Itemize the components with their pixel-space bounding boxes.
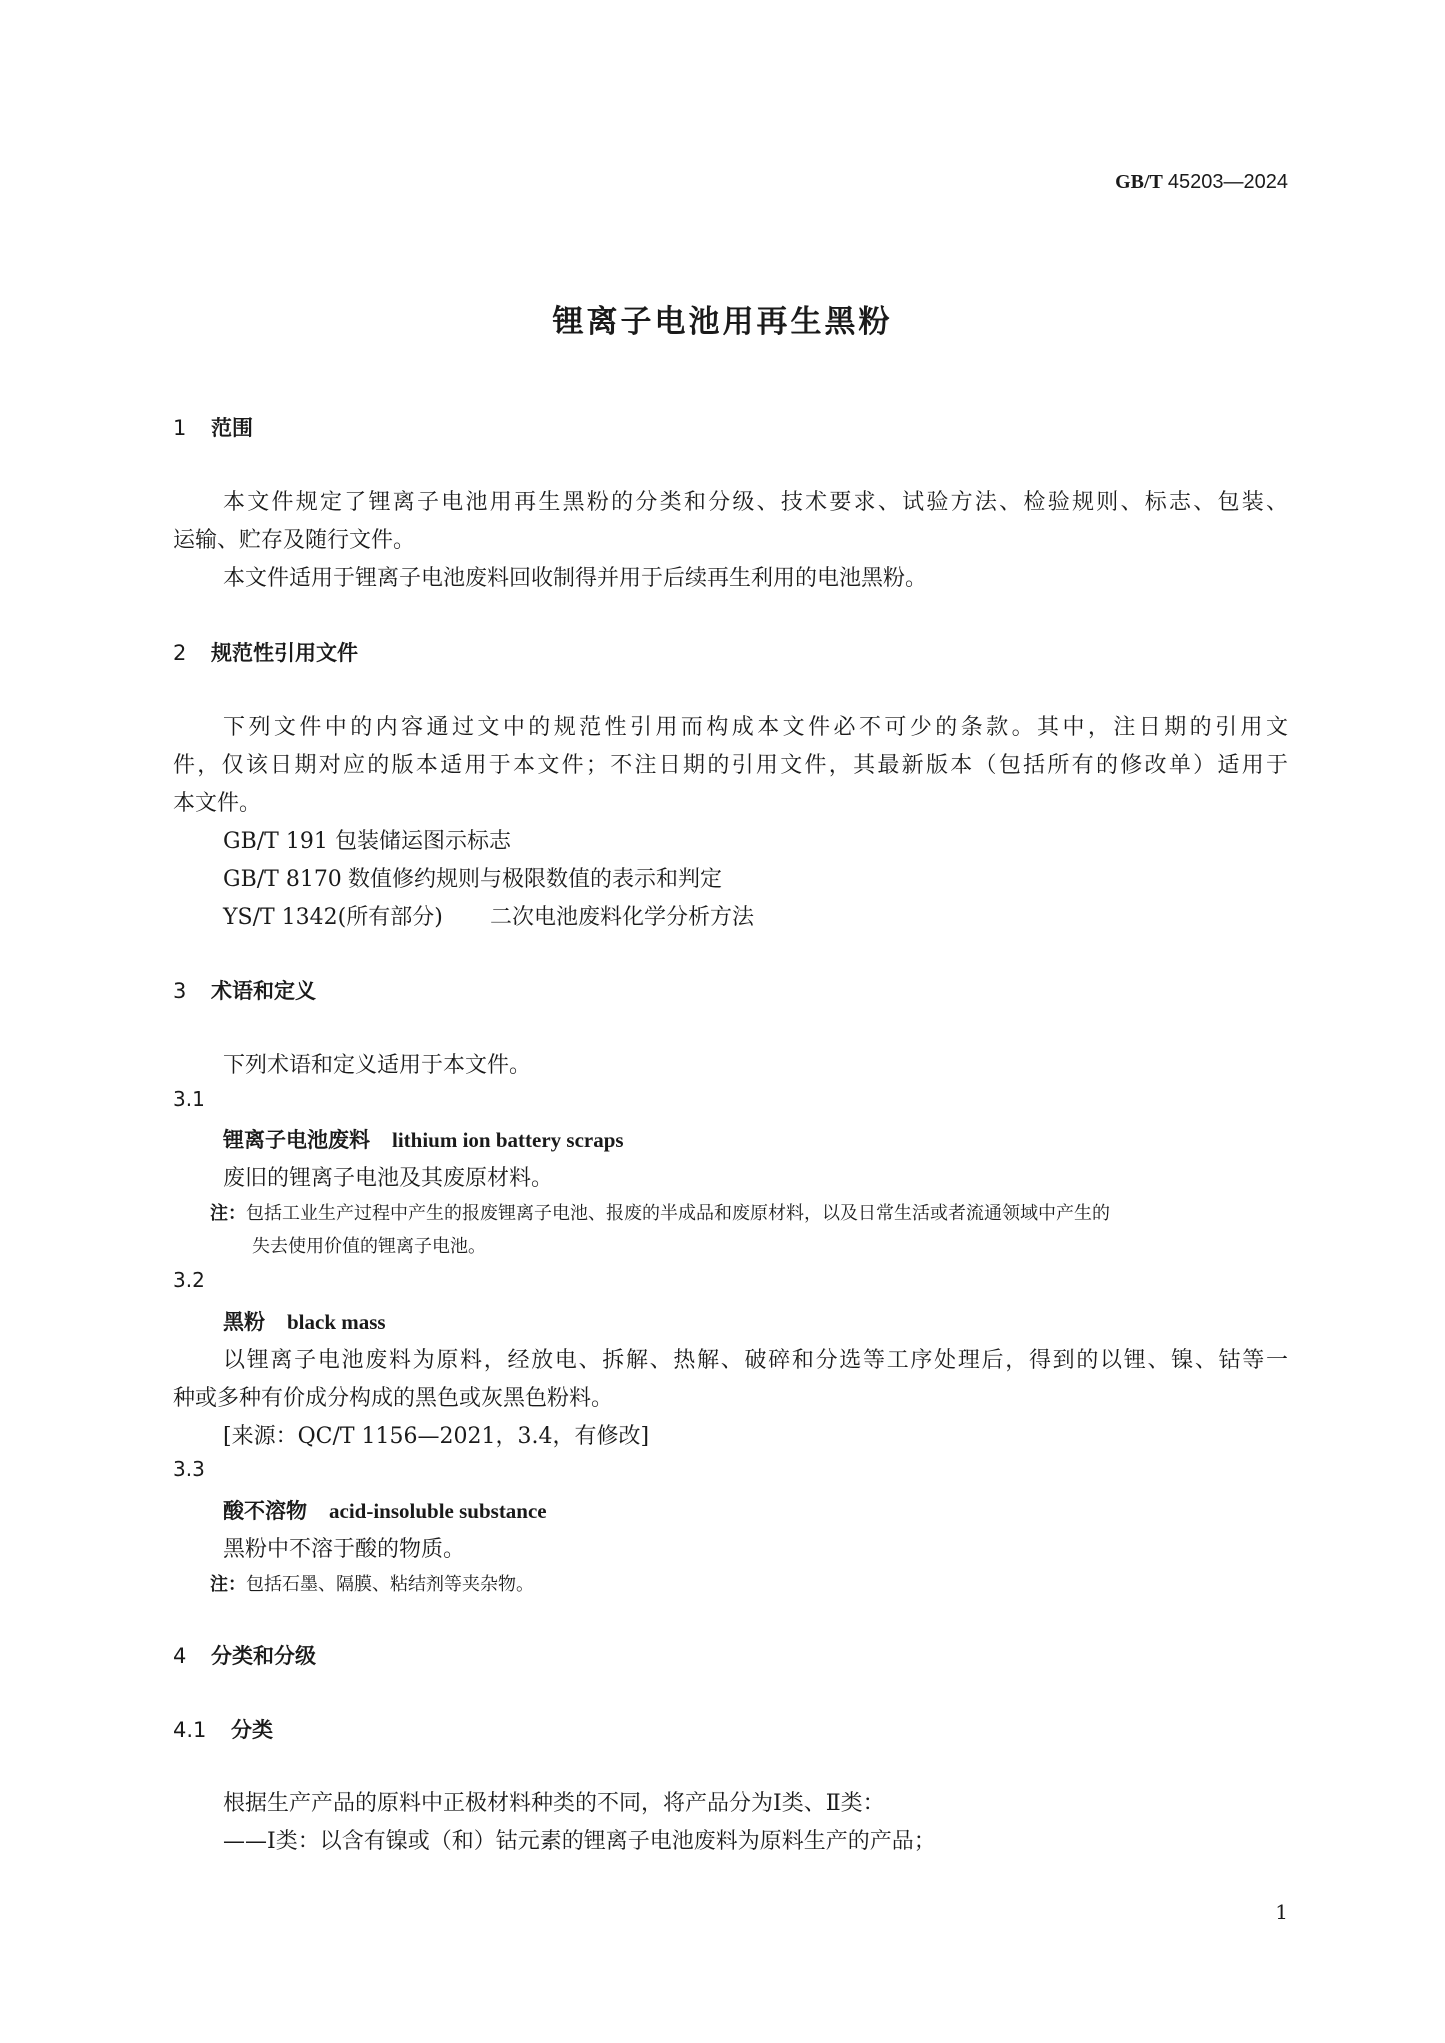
paragraph-line: 本文件规定了锂离子电池用再生黑粉的分类和分级、技术要求、试验方法、检验规则、标志、包装、 (223, 490, 1288, 515)
note (210, 1570, 534, 1596)
reference-code: YS/T 1342(所有部分) (223, 905, 443, 930)
note-label: 注： (210, 1203, 246, 1224)
section-2-heading (173, 637, 358, 667)
reference-title: 数值修约规则与极限数值的表示和判定 (348, 867, 723, 892)
term-heading (223, 1124, 624, 1154)
section-number: 4 (173, 1644, 187, 1668)
term-definition: 废旧的锂离子电池及其废原材料。 (223, 1166, 554, 1191)
section-title: 范围 (211, 416, 253, 440)
reference-item (223, 900, 754, 931)
note-text: 包括石墨、隔膜、粘结剂等夹杂物。 (246, 1574, 534, 1595)
list-item: ——Ⅰ类：以含有镍或（和）钴元素的锂离子电池废料为原料生产的产品； (223, 1829, 936, 1854)
term-definition-line: 以锂离子电池废料为原料，经放电、拆解、热解、破碎和分选等工序处理后，得到的以锂、镍、钴等一 (223, 1348, 1288, 1373)
paragraph: 下列术语和定义适用于本文件。 (223, 1053, 532, 1078)
term-definition-line: 种或多种有价成分构成的黑色或灰黑色粉料。 (173, 1386, 614, 1411)
term-number: 3.1 (173, 1087, 205, 1111)
standard-prefix: GB/T (1115, 171, 1163, 193)
paragraph: 本文件适用于锂离子电池废料回收制得并用于后续再生利用的电池黑粉。 (223, 566, 928, 591)
section-3-heading (173, 975, 316, 1005)
document-title: 锂离子电池用再生黑粉 (552, 304, 893, 340)
term-en: black mass (287, 1310, 386, 1334)
paragraph-line: 下列文件中的内容通过文中的规范性引用而构成本文件必不可少的条款。其中，注日期的引用文 (223, 715, 1288, 740)
section-title: 分类和分级 (211, 1644, 316, 1668)
reference-item (223, 862, 722, 893)
term-number: 3.3 (173, 1457, 205, 1481)
reference-code: GB/T 8170 (223, 867, 342, 892)
reference-title: 包装储运图示标志 (335, 829, 512, 854)
section-number: 2 (173, 641, 187, 665)
standard-number: 45203—2024 (1167, 171, 1288, 193)
subsection-number: 4.1 (173, 1718, 207, 1742)
subsection-4-1-heading (173, 1714, 273, 1744)
term-heading (223, 1306, 386, 1336)
page-number: 1 (1275, 1900, 1288, 1924)
paragraph-line: 运输、贮存及随行文件。 (173, 528, 416, 553)
term-source: [来源：QC/T 1156—2021，3.4，有修改] (223, 1424, 650, 1449)
term-zh: 锂离子电池废料 (223, 1128, 370, 1152)
section-1-heading (173, 412, 253, 442)
paragraph-line: 件，仅该日期对应的版本适用于本文件；不注日期的引用文件，其最新版本（包括所有的修改单）适用于 (173, 753, 1288, 778)
reference-code: GB/T 191 (223, 829, 328, 854)
term-zh: 黑粉 (223, 1310, 265, 1334)
subsection-title: 分类 (231, 1718, 273, 1742)
section-title: 规范性引用文件 (211, 641, 358, 665)
reference-title: 二次电池废料化学分析方法 (490, 905, 755, 930)
note-label: 注： (210, 1574, 246, 1595)
paragraph-line: 本文件。 (173, 791, 262, 816)
section-number: 3 (173, 979, 187, 1003)
term-definition: 黑粉中不溶于酸的物质。 (223, 1537, 466, 1562)
term-en: lithium ion battery scraps (392, 1128, 624, 1152)
term-heading (223, 1495, 547, 1525)
note-continued: 失去使用价值的锂离子电池。 (252, 1236, 486, 1257)
section-4-heading (173, 1640, 316, 1670)
term-en: acid-insoluble substance (329, 1499, 547, 1523)
note (210, 1199, 1110, 1225)
section-title: 术语和定义 (211, 979, 316, 1003)
standard-code (1115, 171, 1288, 194)
note-text: 包括工业生产过程中产生的报废锂离子电池、报废的半成品和废原材料，以及日常生活或者流通领域中产生的 (246, 1203, 1110, 1224)
term-number: 3.2 (173, 1268, 205, 1292)
section-number: 1 (173, 416, 187, 440)
reference-item (223, 824, 511, 855)
paragraph: 根据生产产品的原料中正极材料种类的不同，将产品分为Ⅰ类、Ⅱ类： (223, 1791, 885, 1816)
term-zh: 酸不溶物 (223, 1499, 307, 1523)
